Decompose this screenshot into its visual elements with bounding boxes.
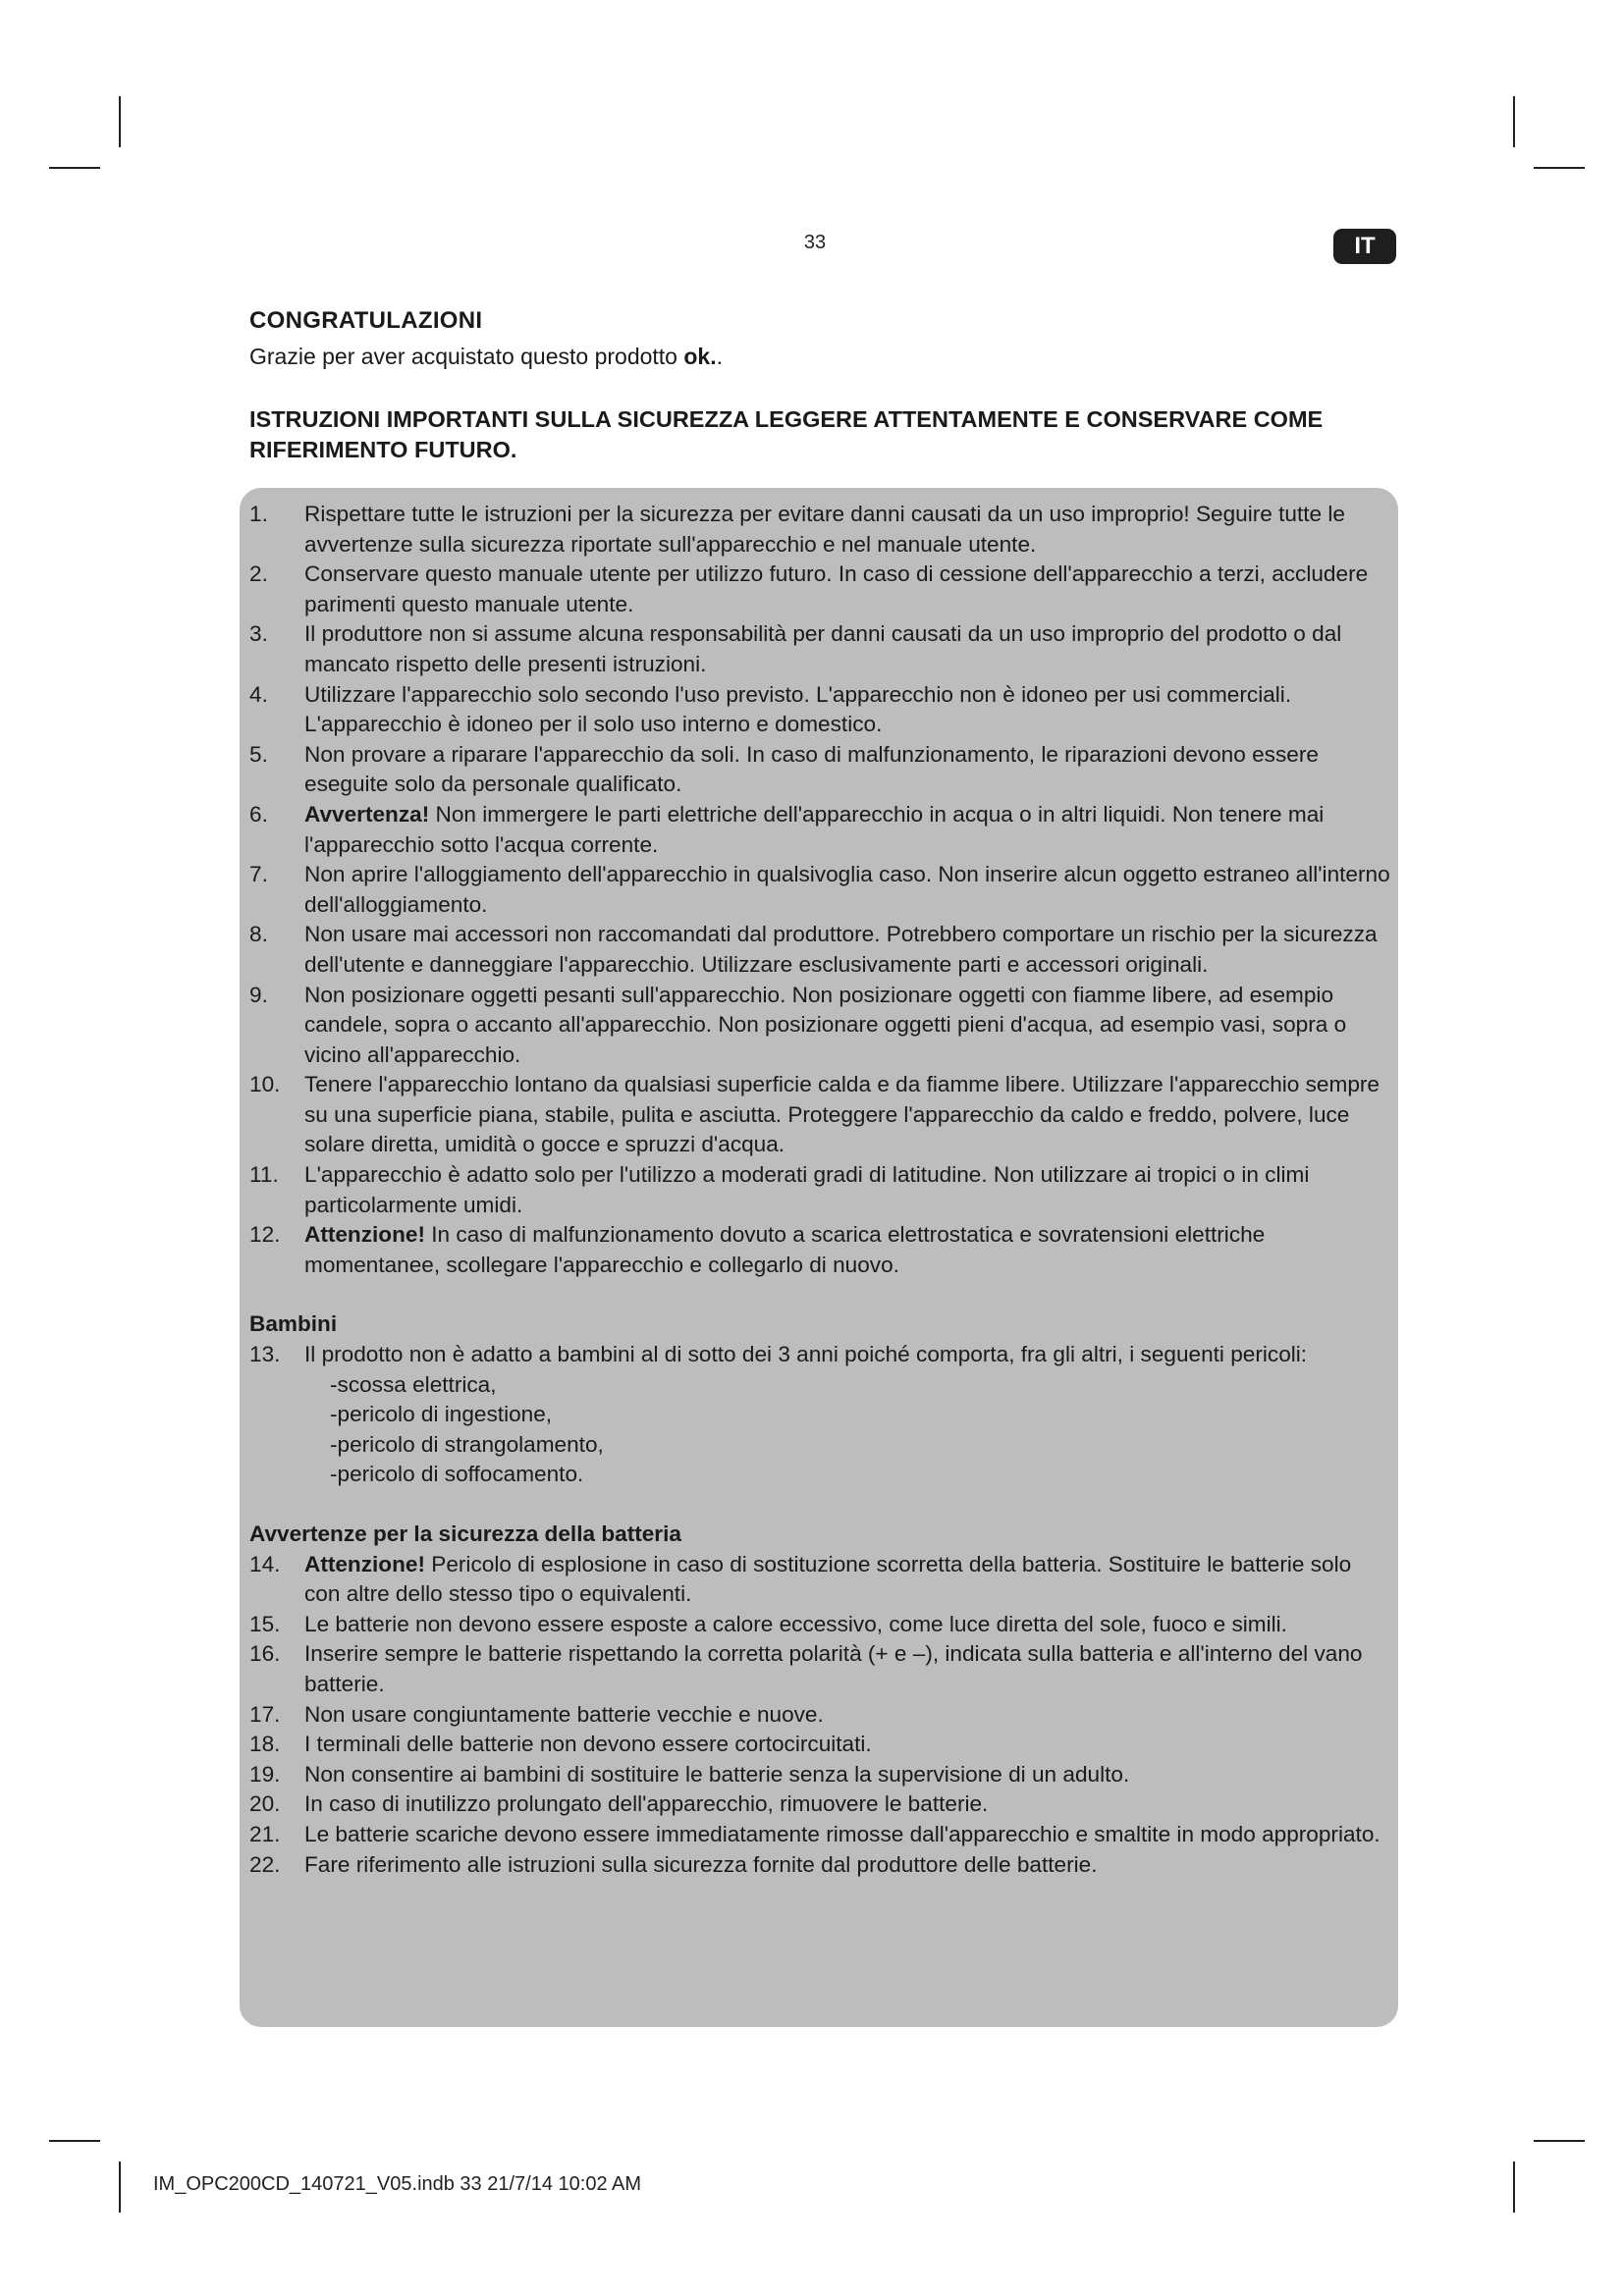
list-item [249, 1850, 1390, 1881]
item-text: Il prodotto non è adatto a bambini al di sotto dei 3 anni poiché comporta, fra gli altri, i seguenti pericoli: [304, 1342, 1308, 1367]
item-text: Il produttore non si assume alcuna responsabilità per danni causati da un uso improprio del prodotto o dal mancato rispetto delle presenti istruzioni. [304, 621, 1342, 676]
item-text: In caso di inutilizzo prolungato dell'apparecchio, rimuovere le batterie. [304, 1791, 989, 1817]
list-item [249, 800, 1390, 860]
item-text: Utilizzare l'apparecchio solo secondo l'uso previsto. L'apparecchio non è idoneo per usi commerciali. L'apparecchio è idoneo per il solo uso interno e domestico. [304, 681, 1292, 737]
item-text: Non aprire l'alloggiamento dell'apparecchio in qualsivoglia caso. Non inserire alcun oggetto estraneo all'interno dell'alloggiamento. [304, 862, 1390, 917]
list-item [249, 680, 1390, 740]
item-number: 12. [249, 1222, 281, 1248]
list-item [249, 1220, 1390, 1280]
thanks-suffix: . [716, 344, 723, 369]
list-item [249, 981, 1390, 1071]
hazard-item: -pericolo di soffocamento. [330, 1462, 584, 1487]
hazard-item: -scossa elettrica, [330, 1371, 497, 1397]
list-item [249, 1820, 1390, 1850]
children-item [249, 1340, 1390, 1370]
print-file-info: IM_OPC200CD_140721_V05.indb 33 21/7/14 10:02 AM [153, 2173, 642, 2195]
list-item [249, 560, 1390, 619]
item-number: 6. [249, 801, 268, 827]
crop-mark [49, 2140, 100, 2142]
item-number: 7. [249, 862, 268, 887]
item-number: 16. [249, 1641, 281, 1667]
crop-mark [49, 167, 100, 169]
list-item [249, 1730, 1390, 1760]
crop-mark [1534, 167, 1585, 169]
item-text: Fare riferimento alle istruzioni sulla sicurezza fornite dal produttore delle batterie. [304, 1851, 1098, 1877]
battery-safety-list [249, 1550, 1390, 1881]
thanks-prefix: Grazie per aver acquistato questo prodotto [249, 344, 684, 369]
item-number: 18. [249, 1732, 281, 1757]
thanks-text [249, 344, 723, 370]
item-text: Non consentire ai bambini di sostituire le batterie senza la supervisione di un adulto. [304, 1761, 1130, 1787]
item-text: Non usare mai accessori non raccomandati dal produttore. Potrebbero comportare un rischio per la sicurezza dell'utente e danneggiare l'apparecchio. Utilizzare esclusivamente parti e accessori originali. [304, 922, 1378, 977]
item-text: Rispettare tutte le istruzioni per la sicurezza per evitare danni causati da un uso improprio! Seguire tutte le avvertenze sulla sicurezza riportate sull'apparecchio e nel manuale utente. [304, 502, 1345, 557]
warning-label: Avvertenza! [304, 801, 430, 827]
item-number: 10. [249, 1072, 281, 1097]
congratulations-title: CONGRATULAZIONI [249, 307, 483, 334]
item-number: 14. [249, 1551, 281, 1576]
item-text: I terminali delle batterie non devono essere cortocircuitati. [304, 1732, 872, 1757]
item-text: Conservare questo manuale utente per utilizzo futuro. In caso di cessione dell'apparecchio a terzi, accludere parimenti questo manuale utente. [304, 561, 1369, 616]
item-number: 17. [249, 1701, 281, 1727]
crop-mark [1513, 96, 1515, 147]
item-number: 9. [249, 982, 268, 1007]
item-number: 2. [249, 561, 268, 587]
safety-heading: ISTRUZIONI IMPORTANTI SULLA SICUREZZA LEGGERE ATTENTAMENTE E CONSERVARE COME RIFERIMENTO FUTURO. [249, 406, 1324, 462]
item-text: L'apparecchio è adatto solo per l'utilizzo a moderati gradi di latitudine. Non utilizzare ai tropici o in climi particolarmente umidi. [304, 1162, 1310, 1217]
list-item [249, 1700, 1390, 1731]
item-text: Le batterie non devono essere esposte a calore eccessivo, come luce diretta del sole, fuoco e simili. [304, 1611, 1287, 1636]
item-number: 22. [249, 1851, 281, 1877]
item-number: 13. [249, 1342, 281, 1367]
children-section-title: Bambini [249, 1311, 338, 1337]
page-number: 33 [803, 232, 827, 253]
item-number: 3. [249, 621, 268, 647]
general-safety-list [249, 500, 1390, 1280]
item-number: 4. [249, 681, 268, 707]
item-text: Tenere l'apparecchio lontano da qualsiasi superficie calda e da fiamme libere. Utilizzare l'apparecchio sempre su una superficie piana, stabile, pulita e asciutta. Proteggere l'apparecchio da caldo e freddo, polvere, luce solare diretta, umidità o gocce e spruzzi d'acqua. [304, 1072, 1380, 1157]
crop-mark [119, 96, 121, 147]
crop-mark [119, 2162, 121, 2213]
item-number: 21. [249, 1821, 281, 1846]
item-text: In caso di malfunzionamento dovuto a scarica elettrostatica e sovratensioni elettriche momentanee, scollegare l'apparecchio e collegarlo di nuovo. [304, 1222, 1266, 1277]
list-item [249, 1789, 1390, 1820]
crop-mark [1513, 2162, 1515, 2213]
language-badge: IT [1333, 229, 1396, 264]
item-number: 11. [249, 1162, 279, 1188]
item-text: Non immergere le parti elettriche dell'apparecchio in acqua o in altri liquidi. Non tenere mai l'apparecchio sotto l'acqua corrente. [304, 801, 1325, 857]
list-item [249, 920, 1390, 980]
list-item [249, 619, 1390, 679]
item-text: Non provare a riparare l'apparecchio da soli. In caso di malfunzionamento, le riparazioni devono essere eseguite solo da personale qualificato. [304, 741, 1319, 797]
brand-name: ok. [683, 344, 717, 369]
list-item [249, 740, 1390, 800]
item-text: Inserire sempre le batterie rispettando la corretta polarità (+ e –), indicata sulla batteria e all'interno del vano batterie. [304, 1641, 1363, 1696]
crop-mark [1534, 2140, 1585, 2142]
list-item [249, 1070, 1390, 1160]
item-text: Pericolo di esplosione in caso di sostituzione scorretta della batteria. Sostituire le batterie solo con altre dello stesso tipo o equivalenti. [304, 1551, 1352, 1607]
item-number: 19. [249, 1761, 281, 1787]
list-item [249, 1639, 1390, 1699]
warning-label: Attenzione! [304, 1222, 425, 1248]
safety-instructions-box [240, 488, 1398, 2027]
item-number: 20. [249, 1791, 281, 1817]
hazard-item: -pericolo di strangolamento, [330, 1431, 604, 1457]
warning-label: Attenzione! [304, 1551, 425, 1576]
hazard-item: -pericolo di ingestione, [330, 1402, 553, 1427]
item-number: 15. [249, 1611, 281, 1636]
battery-section-title: Avvertenze per la sicurezza della batteria [249, 1522, 681, 1546]
item-text: Le batterie scariche devono essere immediatamente rimosse dall'apparecchio e smaltite in modo appropriato. [304, 1821, 1380, 1846]
item-number: 8. [249, 922, 268, 947]
list-item [249, 1610, 1390, 1640]
item-number: 1. [249, 502, 268, 526]
list-item [249, 1550, 1390, 1610]
item-number: 5. [249, 741, 268, 767]
list-item [249, 1760, 1390, 1790]
list-item [249, 860, 1390, 920]
list-item [249, 1160, 1390, 1220]
list-item [249, 500, 1390, 560]
item-text: Non posizionare oggetti pesanti sull'apparecchio. Non posizionare oggetti con fiamme libere, ad esempio candele, sopra o accanto all'apparecchio. Non posizionare oggetti pieni d'acqua, ad esempio vasi, sopra o vicino all'apparecchio. [304, 982, 1347, 1067]
item-text: Non usare congiuntamente batterie vecchie e nuove. [304, 1701, 824, 1727]
